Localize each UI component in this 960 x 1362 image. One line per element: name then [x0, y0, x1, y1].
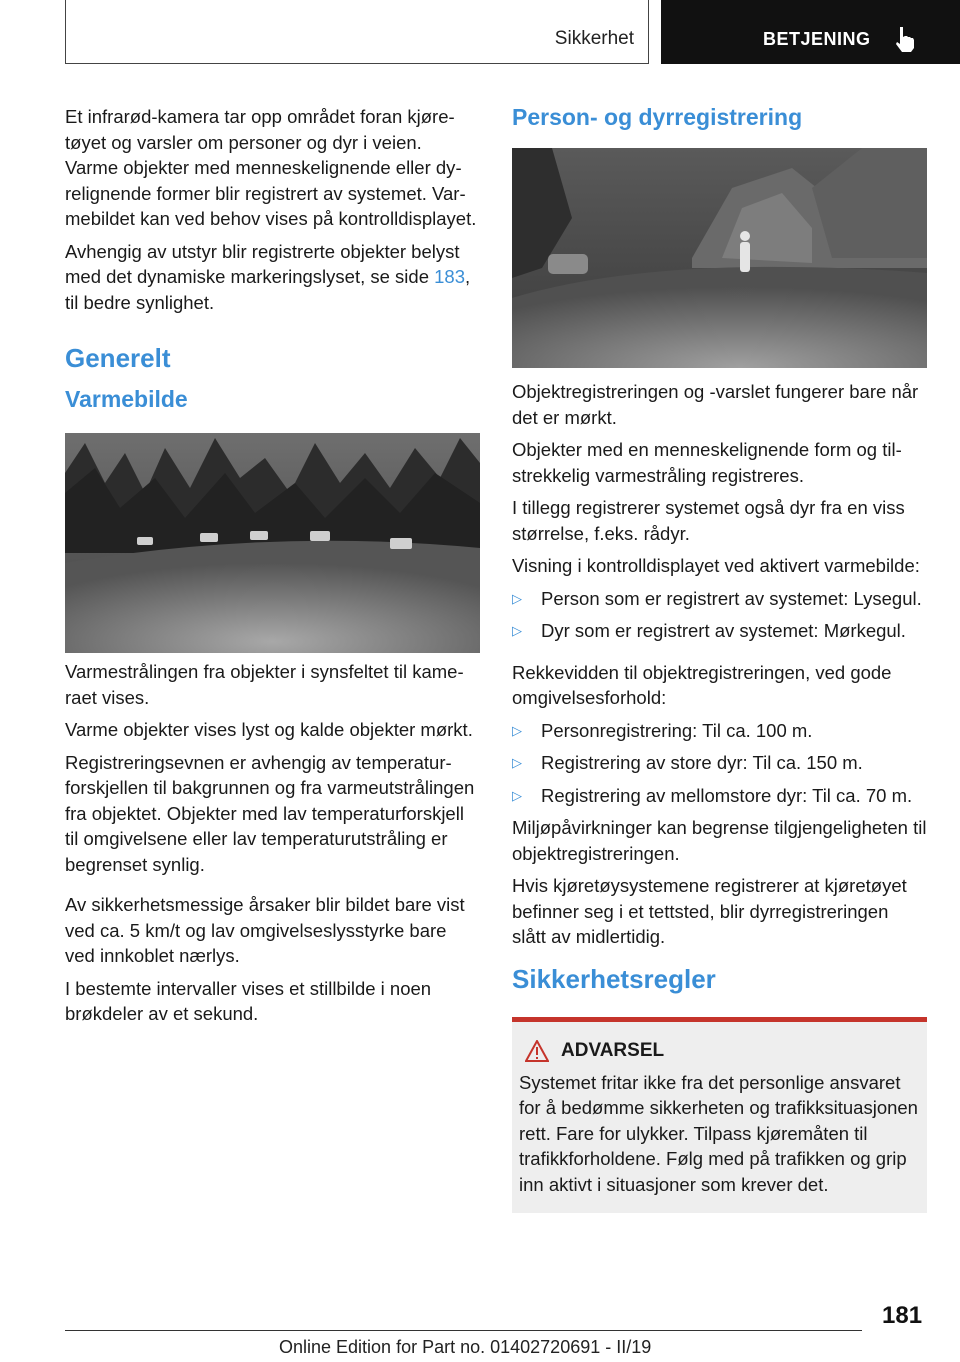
intro-paragraph-2 [65, 239, 480, 316]
bullet-triangle-icon: ▷ [512, 755, 522, 770]
thermal-image-animals [65, 433, 480, 653]
page-link-183[interactable]: 183 [434, 266, 465, 287]
body-paragraph: Varme objekter vises lyst og kalde objekter mørkt. [65, 719, 473, 740]
body-paragraph: Visning i kontrolldisplayet ved aktivert varmebilde: [512, 555, 920, 576]
bullet-triangle-icon: ▷ [512, 722, 522, 738]
intro-paragraph: Et infrarød-kamera tar opp området foran kjøretøyet og varsler om personer og dyr i veien. Varme objekter med menneskelignende eller dyrelignende former blir registrert av systemet. Varmebildet kan ved behov vises på kontrolldisplayet. [65, 106, 477, 229]
body-paragraph: Objektregistreringen og -varslet fungerer bare når det er mørkt. [512, 381, 919, 428]
intro2-tail: , til bedre synlighet. [65, 266, 471, 313]
warning-title: ADVARSEL [519, 1040, 920, 1062]
page-number: 181 [882, 1302, 923, 1329]
heading-generelt: Generelt [65, 343, 171, 373]
bullet-triangle-icon: ▷ [512, 623, 522, 638]
body-paragraph: Av sikkerhetsmessige årsaker blir bildet bare vist ved ca. 5 km/t og lav omgivelseslysstyrke bare ved innkoblet nærlys. [65, 894, 465, 966]
header-chapter-tab[interactable] [661, 0, 960, 64]
body-paragraph: I tillegg registrerer systemet også dyr fra en viss størrelse, f.eks. rådyr. [512, 497, 905, 544]
right-column [512, 104, 927, 1213]
list-item: ▷ Dyr som er registrert av systemet: Mørkegul. [512, 618, 927, 644]
list-item: ▷ Person som er registrert av systemet: Lysegul. [512, 586, 927, 612]
body-paragraph: Objekter med en menneskelignende form og tilstrekkelig varmestråling registreres. [512, 439, 902, 486]
heading-varmebilde: Varmebilde [65, 386, 188, 412]
list-item: ▷ Personregistrering: Til ca. 100 m. [512, 718, 927, 744]
body-paragraph: Rekkevidden til objektregistreringen, ved gode omgivelsesforhold: [512, 661, 892, 708]
body-paragraph: Varmestrålingen fra objekter i synsfeltet til kameraet vises. [65, 661, 464, 708]
body-paragraph: Miljøpåvirkninger kan begrense tilgjengeligheten til objektregistreringen. [512, 817, 927, 864]
list-item: ▷ Registrering av mellomstore dyr: Til ca. 70 m. [512, 783, 927, 809]
header-section-title: Sikkerhet [554, 28, 634, 49]
heading-sikkerhetsregler: Sikkerhetsregler [512, 963, 716, 994]
footer-divider [65, 1330, 862, 1331]
body-paragraph: I bestemte intervaller vises et stillbilde i noen brøkdeler av et sekund. [65, 977, 432, 1024]
thermal-image-person [512, 148, 927, 368]
bullet-triangle-icon: ▷ [512, 787, 522, 803]
header-section-box [65, 0, 649, 64]
warning-triangle-icon [525, 1040, 549, 1062]
body-paragraph: Hvis kjøretøysystemene registrerer at kjøretøyet befinner seg i et tettsted, blir dyrregistreringen slått av midlertidig. [512, 875, 907, 947]
intro2-text: Avhengig av utstyr blir registrerte objekter belyst med det dynamiske markeringslyset, se side [65, 240, 460, 287]
edition-footer: Online Edition for Part no. 01402720691 - II/19 [279, 1337, 652, 1357]
bullet-triangle-icon: ▷ [512, 590, 522, 606]
heading-person-dyr: Person- og dyrregistrering [512, 104, 803, 130]
body-paragraph: Registreringsevnen er avhengig av temperaturforskjellen til bakgrunnen og fra varmeutstrålingen fra objektet. Objekter med lav temperaturforskjell til omgivelsene eller lav temperaturutstråling er begrenset synlig. [65, 751, 475, 875]
warning-text: Systemet fritar ikke fra det personlige ansvaret for å bedømme sikkerheten og trafikksituasjonen rett. Fare for ulykker. Tilpass kjøremåten til trafikkforholdene. Følg med på trafikken og grip inn aktivt i situasjoner som krever det. [519, 1071, 918, 1195]
hand-pointer-icon [894, 26, 916, 52]
header-chapter-label: BETJENING [763, 29, 871, 49]
left-column [65, 104, 480, 1034]
list-item: ▷ Registrering av store dyr: Til ca. 150 m. [512, 750, 927, 776]
warning-box [512, 1017, 927, 1214]
